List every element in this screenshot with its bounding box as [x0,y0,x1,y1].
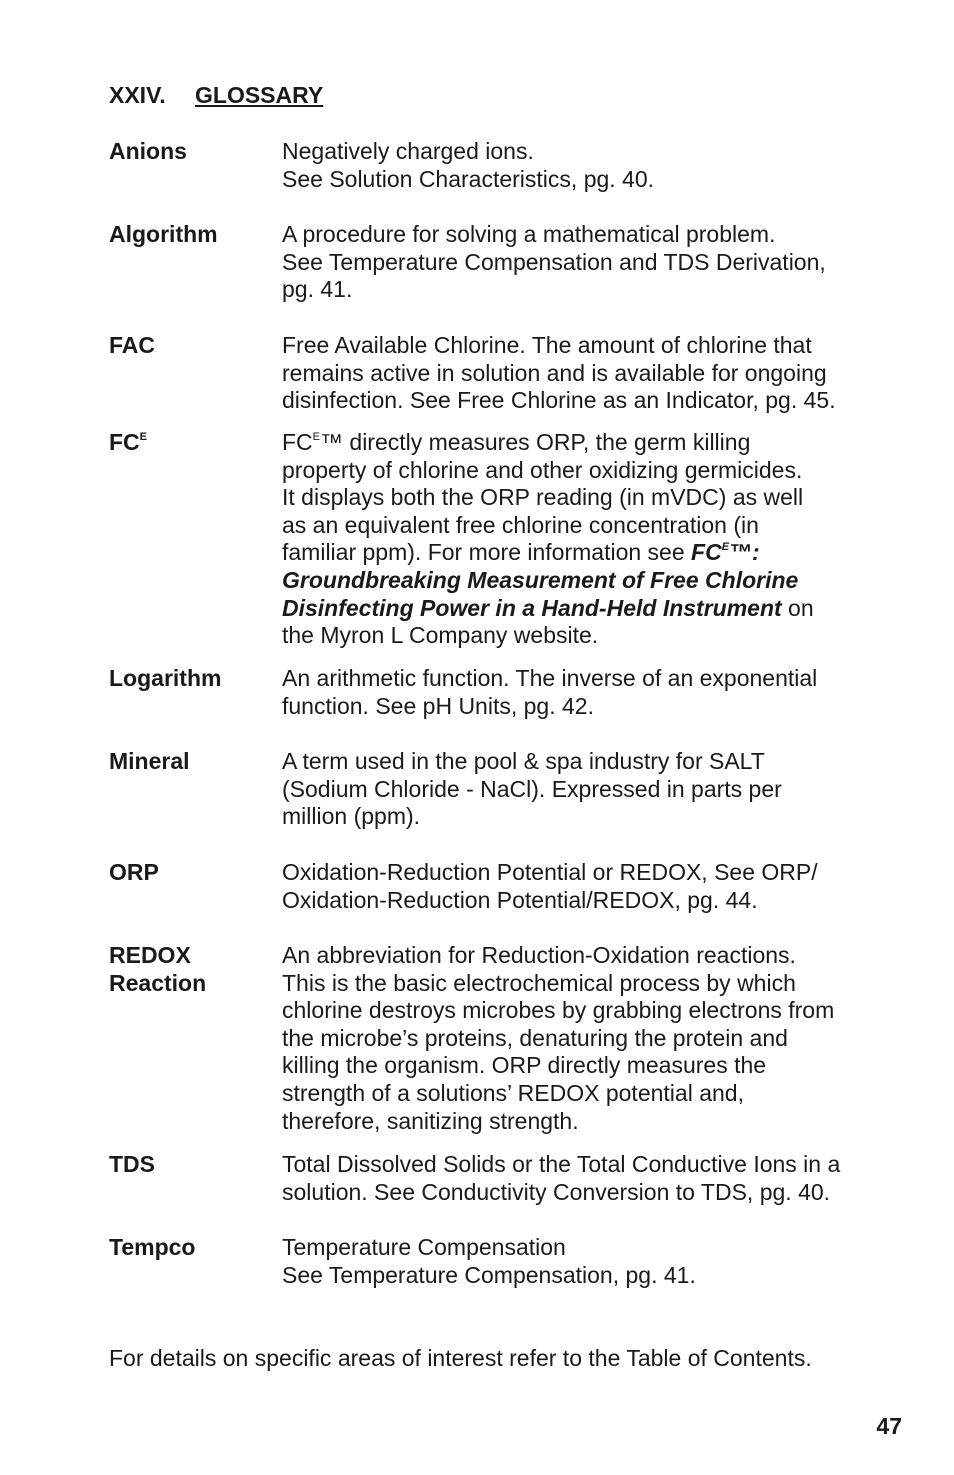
glossary-definition [282,1234,882,1289]
definition-line: A procedure for solving a mathematical problem. [282,221,776,247]
definition-line: the microbe’s proteins, denaturing the protein and [282,1024,788,1051]
definition-line: This is the basic electrochemical process by which [282,969,796,996]
definition-line: See Solution Characteristics, pg. 40. [282,165,655,192]
definition-line: (Sodium Chloride - NaCl). Expressed in parts per [282,775,782,802]
glossary-term: REDOX Reaction [109,942,207,996]
reference-title: Disinfecting Power in a Hand-Held Instrument [282,594,782,621]
definition-line: See Temperature Compensation, pg. 41. [282,1261,696,1288]
definition-line: killing the organism. ORP directly measures the [282,1052,767,1079]
glossary-definition [282,665,882,720]
reference-title: Groundbreaking Measurement of Free Chlorine [282,566,799,593]
definition-line: Temperature Compensation [282,1234,566,1260]
glossary-definition [282,859,882,914]
definition-line: as an equivalent free chlorine concentration (in [282,511,759,538]
glossary-term: ORP [109,859,159,885]
glossary-term: Algorithm [109,221,218,247]
definition-line: solution. See Conductivity Conversion to TDS, pg. 40. [282,1178,831,1205]
definition-line: remains active in solution and is available for ongoing [282,359,827,386]
definition-line: A term used in the pool & spa industry for SALT [282,748,765,774]
definition-line: chlorine destroys microbes by grabbing electrons from [282,997,835,1024]
definition-line: Oxidation-Reduction Potential or REDOX, See ORP/ [282,859,818,885]
glossary-term: TDS [109,1151,155,1177]
glossary-term: $FC^E$ [109,429,148,455]
glossary-definition [282,429,882,650]
definition-line: See Temperature Compensation and TDS Derivation, [282,248,826,275]
glossary-term: Mineral [109,748,190,774]
glossary-term: FAC [109,332,155,358]
glossary-definition [282,332,882,415]
definition-line: Disinfecting Power in a Hand-Held Instrument on [282,594,814,621]
glossary-definition [282,748,882,831]
definition-line: $FC^E™$ directly measures ORP, the germ killing [282,429,751,455]
definition-line: An abbreviation for Reduction-Oxidation reactions. [282,942,796,968]
definition-line: It displays both the ORP reading (in mVDC) as well [282,484,804,511]
glossary-definition [282,1151,882,1206]
glossary-definition [282,138,882,193]
definition-line: Negatively charged ions. [282,138,534,164]
definition-line: property of chlorine and other oxidizing germicides. [282,456,803,483]
definition-line: million (ppm). [282,803,421,830]
definition-line: Oxidation-Reduction Potential/REDOX, pg. 44. [282,886,758,913]
definition-line: strength of a solutions’ REDOX potential and, [282,1079,744,1106]
definition-line: disinfection. See Free Chlorine as an Indicator, pg. 45. [282,387,836,414]
section-number: XXIV. [109,82,166,108]
definition-line: An arithmetic function. The inverse of an exponential [282,665,818,691]
reference-title: $FC^E™$: [691,539,760,566]
definition-line: the Myron L Company website. [282,622,599,649]
glossary-term: Logarithm [109,665,222,691]
glossary-term: Tempco [109,1234,196,1260]
section-title: GLOSSARY [195,82,324,108]
definition-line: pg. 41. [282,276,353,303]
definition-line: Total Dissolved Solids or the Total Conductive Ions in a [282,1151,841,1177]
glossary-definition [282,942,882,1135]
definition-line: familiar ppm). For more information see $FC^E™$: [282,539,760,566]
glossary-definition [282,221,882,304]
section-heading [109,82,323,110]
footer-note: For details on specific areas of interest refer to the Table of Contents. [109,1345,812,1371]
definition-line: therefore, sanitizing strength. [282,1107,579,1134]
glossary-term: Anions [109,138,187,164]
page-number: 47 [876,1413,902,1439]
definition-line: Free Available Chlorine. The amount of chlorine that [282,332,812,358]
definition-line: function. See pH Units, pg. 42. [282,692,594,719]
